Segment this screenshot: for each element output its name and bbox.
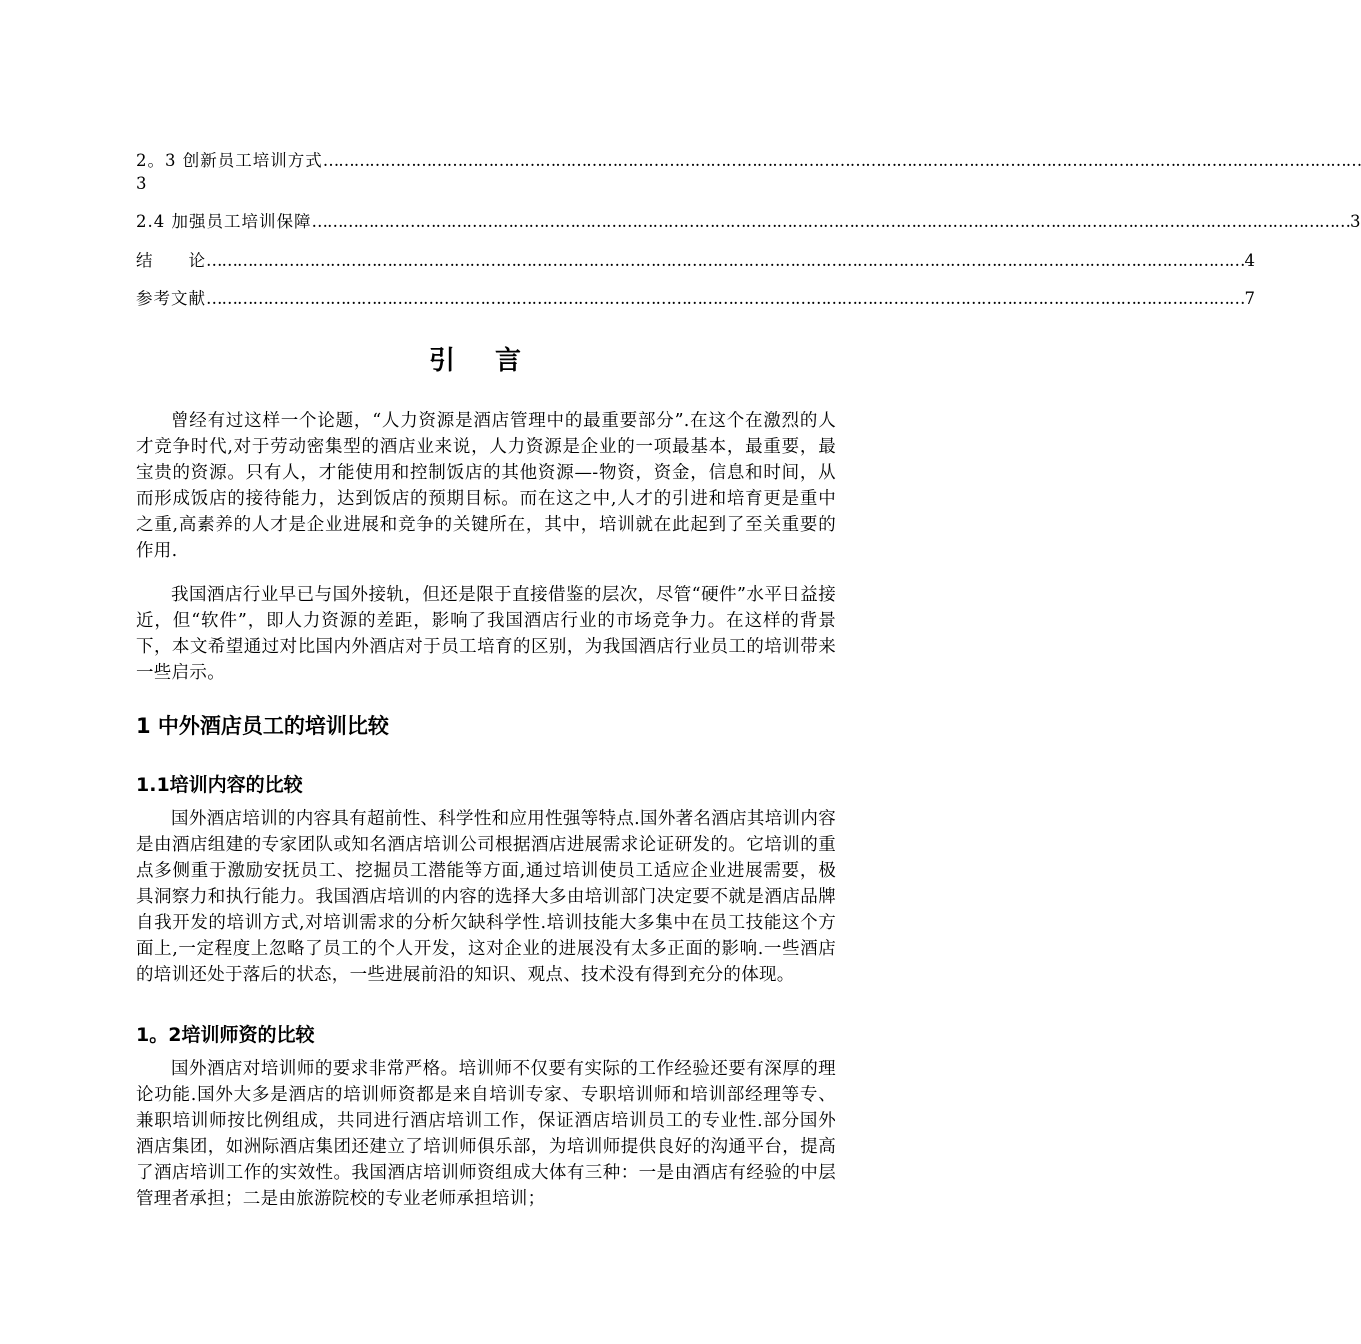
toc-entry-guarantee[interactable] (136, 209, 1361, 235)
toc-leader-dots: ………………………………………………………………………………………………………………………………………………………………………………… (311, 212, 1350, 231)
section-1-1-paragraph: 国外酒店培训的内容具有超前性、科学性和应用性强等特点.国外著名酒店其培训内容是由酒店组建的专家团队或知名酒店培训公司根据酒店进展需求论证研发的。它培训的重点多侧重于激励安抚员工、挖掘员工潜能等方面,通过培训使员工适应企业进展需要，极具洞察力和执行能力。我国酒店培训的内容的选择大多由培训部门决定要不就是酒店品牌自我开发的培训方式,对培训需求的分析欠缺科学性.培训技能大多集中在员工技能这个方面上,一定程度上忽略了员工的个人开发，这对企业的进展没有太多正面的影响.一些酒店的培训还处于落后的状态，一些进展前沿的知识、观点、技术没有得到充分的体现。 (136, 809, 836, 985)
intro-paragraph-2: 我国酒店行业早已与国外接轨，但还是限于直接借鉴的层次，尽管“硬件”水平日益接近，但“软件”，即人力资源的差距，影响了我国酒店行业的市场竞争力。在这样的背景下，本文希望通过对比国内外酒店对于员工培育的区别，为我国酒店行业员工的培训带来一些启示。 (136, 585, 836, 683)
section-1-2-heading: 1。2培训师资的比较 (136, 1024, 315, 1046)
toc-page-number: 4 (1244, 251, 1255, 270)
toc-title: 参考文献 (136, 289, 206, 308)
toc-entry-references[interactable] (136, 286, 1255, 312)
toc-entry-innovate[interactable] (136, 148, 1361, 174)
intro-paragraph-1: 曾经有过这样一个论题，“人力资源是酒店管理中的最重要部分”.在这个在激烈的人才竞争时代,对于劳动密集型的酒店业来说，人力资源是企业的一项最基本，最重要，最宝贵的资源。只有人，才能使用和控制饭店的其他资源—-物资，资金，信息和时间，从而形成饭店的接待能力，达到饭店的预期目标。而在这之中,人才的引进和培育更是重中之重,高素养的人才是企业进展和竞争的关键所在，其中，培训就在此起到了至关重要的作用. (136, 411, 836, 561)
toc-page-number: 3 (136, 174, 147, 193)
toc-title: 2.4 加强员工培训保障 (136, 212, 312, 231)
introduction-heading: 引言 (428, 346, 561, 376)
toc-title: 结 论 (136, 251, 206, 270)
toc-page-number: 3 (1350, 212, 1361, 231)
toc-leader-dots: ………………………………………………………………………………………………………………………………………………………………………………… (322, 151, 1361, 170)
section-1-heading: 1 中外酒店员工的培训比较 (136, 714, 389, 738)
toc-title: 2。3 创新员工培训方式 (136, 151, 323, 170)
toc-leader-dots: ………………………………………………………………………………………………………………………………………………………………………………… (206, 289, 1245, 308)
toc-leader-dots: ………………………………………………………………………………………………………………………………………………………………………………… (206, 251, 1245, 270)
toc-entry-conclusion[interactable] (136, 248, 1255, 274)
toc-page-number: 7 (1244, 289, 1255, 308)
section-1-1-heading: 1.1培训内容的比较 (136, 774, 303, 796)
section-1-2-paragraph: 国外酒店对培训师的要求非常严格。培训师不仅要有实际的工作经验还要有深厚的理论功能.国外大多是酒店的培训师资都是来自培训专家、专职培训师和培训部经理等专、兼职培训师按比例组成，共同进行酒店培训工作，保证酒店培训员工的专业性.部分国外酒店集团，如洲际酒店集团还建立了培训师俱乐部，为培训师提供良好的沟通平台，提高了酒店培训工作的实效性。我国酒店培训师资组成大体有三种：一是由酒店有经验的中层管理者承担；二是由旅游院校的专业老师承担培训； (136, 1059, 836, 1209)
